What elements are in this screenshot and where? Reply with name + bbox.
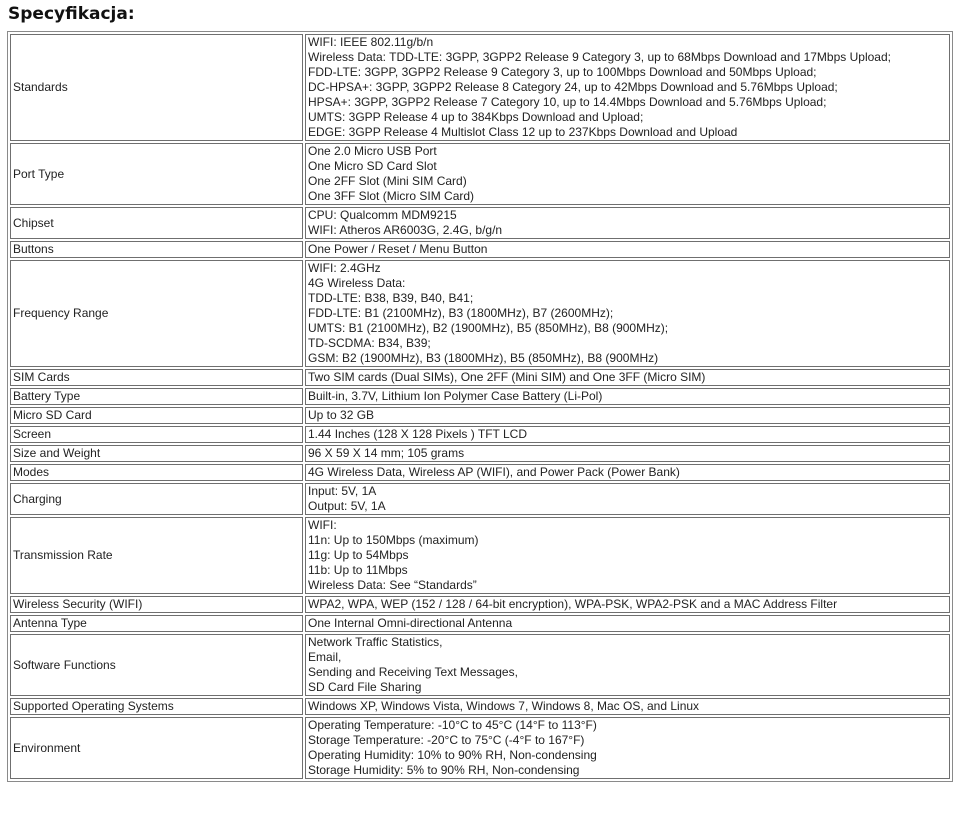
spec-value-line: Wireless Data: See “Standards” <box>308 578 477 592</box>
spec-label: Charging <box>10 483 303 515</box>
page-title: Specyfikacja: <box>8 4 135 24</box>
spec-value-line: TD-SCDMA: B34, B39; <box>308 336 431 350</box>
spec-row <box>10 698 950 715</box>
spec-row <box>10 388 950 405</box>
spec-label: Chipset <box>10 207 303 239</box>
spec-value-line: Wireless Data: TDD-LTE: 3GPP, 3GPP2 Release 9 Category 3, up to 68Mbps Download and 17Mbps Upload; <box>308 50 891 64</box>
spec-value-line: Storage Humidity: 5% to 90% RH, Non-condensing <box>308 763 580 777</box>
spec-label: Battery Type <box>10 388 303 405</box>
spec-value-line: CPU: Qualcomm MDM9215 <box>308 208 457 222</box>
spec-label: Environment <box>10 717 303 779</box>
spec-row <box>10 241 950 258</box>
spec-value-line: 4G Wireless Data: <box>308 276 406 290</box>
spec-row <box>10 717 950 779</box>
spec-value-line: Network Traffic Statistics, <box>308 635 443 649</box>
spec-label: Standards <box>10 34 303 141</box>
spec-row <box>10 260 950 367</box>
spec-value <box>305 388 950 405</box>
spec-label: Antenna Type <box>10 615 303 632</box>
spec-label: Frequency Range <box>10 260 303 367</box>
spec-row <box>10 596 950 613</box>
spec-row <box>10 407 950 424</box>
spec-value-line: 11b: Up to 11Mbps <box>308 563 408 577</box>
spec-label: Supported Operating Systems <box>10 698 303 715</box>
spec-value-line: WIFI: Atheros AR6003G, 2.4G, b/g/n <box>308 223 503 237</box>
spec-label: Software Functions <box>10 634 303 696</box>
spec-value-line: WIFI: 2.4GHz <box>308 261 381 275</box>
spec-value-line: 1.44 Inches (128 X 128 Pixels ) TFT LCD <box>308 427 527 441</box>
spec-value-line: Two SIM cards (Dual SIMs), One 2FF (Mini SIM) and One 3FF (Micro SIM) <box>308 370 706 384</box>
spec-value-line: Email, <box>308 650 342 664</box>
spec-value <box>305 698 950 715</box>
spec-table-body <box>10 34 950 779</box>
spec-row <box>10 634 950 696</box>
spec-value <box>305 426 950 443</box>
spec-row <box>10 517 950 594</box>
spec-value-line: HPSA+: 3GPP, 3GPP2 Release 7 Category 10, up to 14.4Mbps Download and 5.76Mbps Upload; <box>308 95 827 109</box>
spec-value <box>305 407 950 424</box>
spec-value <box>305 241 950 258</box>
spec-value <box>305 717 950 779</box>
spec-value <box>305 517 950 594</box>
spec-label: Port Type <box>10 143 303 205</box>
spec-label: Transmission Rate <box>10 517 303 594</box>
spec-value-line: 11g: Up to 54Mbps <box>308 548 409 562</box>
spec-row <box>10 426 950 443</box>
spec-value-line: 11n: Up to 150Mbps (maximum) <box>308 533 479 547</box>
spec-label: Wireless Security (WIFI) <box>10 596 303 613</box>
spec-value-line: UMTS: B1 (2100MHz), B2 (1900MHz), B5 (850MHz), B8 (900MHz); <box>308 321 669 335</box>
spec-value-line: One Micro SD Card Slot <box>308 159 437 173</box>
spec-row <box>10 369 950 386</box>
spec-row <box>10 464 950 481</box>
spec-row <box>10 483 950 515</box>
spec-value-line: One 3FF Slot (Micro SIM Card) <box>308 189 475 203</box>
spec-value-line: EDGE: 3GPP Release 4 Multislot Class 12 up to 237Kbps Download and Upload <box>308 125 738 139</box>
spec-value-line: Storage Temperature: -20°C to 75°C (-4°F to 167°F) <box>308 733 585 747</box>
spec-label: Modes <box>10 464 303 481</box>
spec-value-line: GSM: B2 (1900MHz), B3 (1800MHz), B5 (850MHz), B8 (900MHz) <box>308 351 659 365</box>
spec-value <box>305 634 950 696</box>
spec-value-line: One 2FF Slot (Mini SIM Card) <box>308 174 467 188</box>
spec-value <box>305 260 950 367</box>
spec-value-line: WIFI: <box>308 518 337 532</box>
spec-label: Micro SD Card <box>10 407 303 424</box>
spec-value-line: Operating Humidity: 10% to 90% RH, Non-condensing <box>308 748 597 762</box>
spec-value <box>305 483 950 515</box>
spec-value-line: TDD-LTE: B38, B39, B40, B41; <box>308 291 474 305</box>
spec-value-line: FDD-LTE: B1 (2100MHz), B3 (1800MHz), B7 (2600MHz); <box>308 306 614 320</box>
spec-value-line: WPA2, WPA, WEP (152 / 128 / 64-bit encryption), WPA-PSK, WPA2-PSK and a MAC Address Filter <box>308 597 838 611</box>
spec-value-line: DC-HPSA+: 3GPP, 3GPP2 Release 8 Category 24, up to 42Mbps Download and 5.76Mbps Upload; <box>308 80 838 94</box>
spec-row <box>10 445 950 462</box>
spec-value-line: SD Card File Sharing <box>308 680 422 694</box>
spec-value <box>305 34 950 141</box>
spec-table <box>7 31 953 782</box>
spec-value-line: One Internal Omni-directional Antenna <box>308 616 513 630</box>
spec-row <box>10 615 950 632</box>
spec-value-line: One Power / Reset / Menu Button <box>308 242 488 256</box>
spec-value-line: Up to 32 GB <box>308 408 375 422</box>
spec-value-line: Built-in, 3.7V, Lithium Ion Polymer Case Battery (Li-Pol) <box>308 389 603 403</box>
spec-value-line: WIFI: IEEE 802.11g/b/n <box>308 35 434 49</box>
spec-label: Size and Weight <box>10 445 303 462</box>
spec-value <box>305 464 950 481</box>
spec-row <box>10 34 950 141</box>
spec-value-line: 4G Wireless Data, Wireless AP (WIFI), and Power Pack (Power Bank) <box>308 465 680 479</box>
spec-value-line: FDD-LTE: 3GPP, 3GPP2 Release 9 Category 3, up to 100Mbps Download and 50Mbps Upload; <box>308 65 817 79</box>
spec-value-line: Input: 5V, 1A <box>308 484 377 498</box>
spec-value <box>305 369 950 386</box>
spec-label: SIM Cards <box>10 369 303 386</box>
spec-value <box>305 596 950 613</box>
spec-value-line: Operating Temperature: -10°C to 45°C (14°F to 113°F) <box>308 718 597 732</box>
spec-value <box>305 143 950 205</box>
spec-label: Screen <box>10 426 303 443</box>
spec-value-line: Windows XP, Windows Vista, Windows 7, Windows 8, Mac OS, and Linux <box>308 699 700 713</box>
spec-value <box>305 445 950 462</box>
spec-value-line: Sending and Receiving Text Messages, <box>308 665 518 679</box>
spec-value-line: UMTS: 3GPP Release 4 up to 384Kbps Download and Upload; <box>308 110 644 124</box>
spec-value-line: Output: 5V, 1A <box>308 499 386 513</box>
spec-value-line: One 2.0 Micro USB Port <box>308 144 437 158</box>
spec-row <box>10 143 950 205</box>
spec-value <box>305 615 950 632</box>
spec-value-line: 96 X 59 X 14 mm; 105 grams <box>308 446 465 460</box>
spec-value <box>305 207 950 239</box>
spec-row <box>10 207 950 239</box>
spec-label: Buttons <box>10 241 303 258</box>
